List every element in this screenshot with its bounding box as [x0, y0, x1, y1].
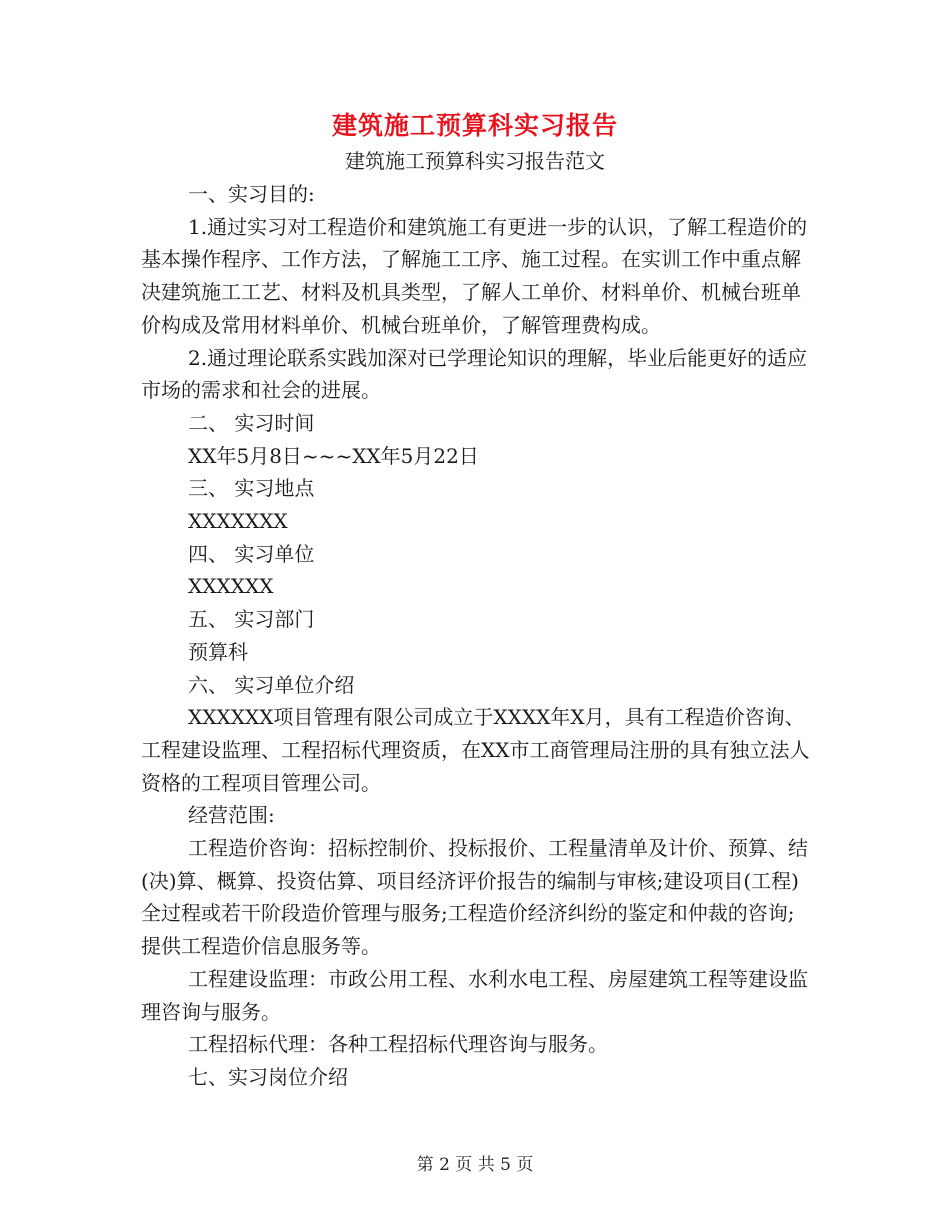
paragraph-time: XX年5月8日~~~XX年5月22日 — [188, 443, 479, 468]
paragraph-purpose-2: 2.通过理论联系实践加深对已学理论知识的理解，毕业后能更好的适应市场的需求和社会的进展。 — [141, 345, 808, 403]
paragraph-heading-1: 一、实习目的: — [188, 182, 315, 206]
paragraph-heading-2: 二、 实习时间 — [188, 410, 315, 435]
paragraph-company-intro: XXXXXX项目管理有限公司成立于XXXX年X月，具有工程造价咨询、工程建设监理、工程招标代理资质，在XX市工商管理局注册的具有独立法人资格的工程项目管理公司。 — [141, 705, 810, 795]
paragraph-department: 预算科 — [188, 639, 248, 664]
paragraph-unit: XXXXXX — [188, 574, 274, 599]
paragraph-bidding-agency: 工程招标代理：各种工程招标代理咨询与服务。 — [188, 1032, 608, 1057]
paragraph-heading-6: 六、 实习单位介绍 — [188, 672, 355, 697]
paragraph-cost-consulting: 工程造价咨询：招标控制价、投标报价、工程量清单及计价、预算、结(决)算、概算、投资估算、项目经济评价报告的编制与审核;建设项目(工程)全过程或若干阶段造价管理与服务;工程造价经济纠纷的鉴定和仲裁的咨询;提供工程造价信息服务等。 — [141, 836, 808, 959]
document-subtitle: 建筑施工预算科实习报告范文 — [345, 149, 605, 173]
page-number-footer: 第 2 页 共 5 页 — [416, 1155, 534, 1175]
document-title: 建筑施工预算科实习报告 — [331, 111, 618, 140]
document-body — [141, 178, 811, 1094]
paragraph-heading-7: 七、实习岗位介绍 — [188, 1064, 348, 1089]
paragraph-heading-3: 三、 实习地点 — [188, 476, 315, 501]
paragraph-location: XXXXXXX — [188, 509, 288, 534]
paragraph-purpose-1: 1.通过实习对工程造价和建筑施工有更进一步的认识，了解工程造价的基本操作程序、工作方法，了解施工工序、施工过程。在实训工作中重点解决建筑施工工艺、材料及机具类型，了解人工单价、材料单价、机械台班单价构成及常用材料单价、机械台班单价，了解管理费构成。 — [141, 214, 808, 337]
paragraph-heading-5: 五、 实习部门 — [188, 607, 315, 632]
paragraph-heading-4: 四、 实习单位 — [188, 541, 315, 566]
paragraph-supervision: 工程建设监理：市政公用工程、水利水电工程、房屋建筑工程等建设监理咨询与服务。 — [141, 966, 808, 1024]
paragraph-business-scope-heading: 经营范围: — [188, 803, 275, 828]
